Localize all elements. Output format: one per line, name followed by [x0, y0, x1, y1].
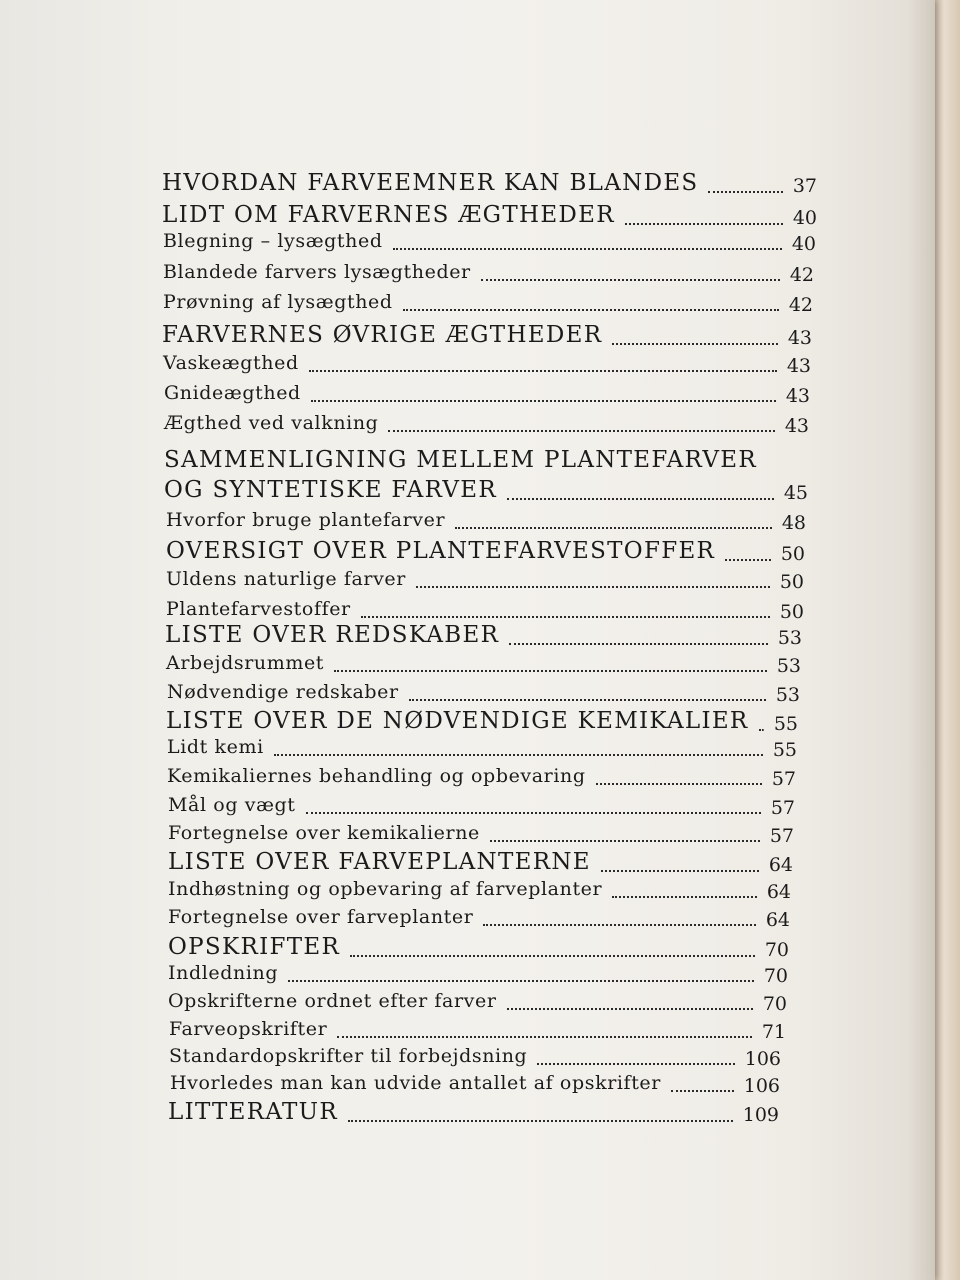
book-page-edge	[934, 0, 960, 1280]
toc-dot-leader	[334, 666, 767, 672]
toc-dot-leader	[537, 1059, 734, 1065]
toc-dot-leader	[393, 244, 782, 250]
toc-page-number: 50	[779, 601, 804, 623]
toc-page-number: 48	[781, 512, 806, 534]
toc-dot-leader	[416, 582, 770, 588]
toc-dot-leader	[507, 1004, 753, 1010]
toc-dot-leader	[361, 612, 770, 618]
toc-page-number: 37	[792, 175, 817, 197]
toc-title: Kemikaliernes behandling og opbevaring	[167, 765, 586, 787]
toc-page-number: 70	[763, 965, 788, 987]
toc-title: LIDT OM FARVERNES ÆGTHEDER	[162, 202, 615, 228]
toc-entry	[163, 232, 383, 251]
toc-title: Opskrifterne ordnet efter farver	[168, 990, 497, 1012]
toc-title: Blegning – lysægthed	[163, 230, 383, 252]
toc-entry	[166, 654, 324, 673]
toc-dot-leader	[596, 779, 762, 785]
toc-title: Indhøstning og opbevaring af farveplanter	[168, 878, 603, 900]
toc-dot-leader	[612, 339, 777, 345]
toc-entry	[169, 1047, 527, 1066]
toc-heading	[164, 449, 757, 472]
toc-heading	[162, 172, 698, 195]
toc-title: LITTERATUR	[168, 1099, 338, 1125]
toc-title: OG SYNTETISKE FARVER	[164, 477, 497, 503]
toc-dot-leader	[288, 976, 754, 982]
toc-entry	[169, 1020, 327, 1039]
toc-dot-leader	[625, 219, 783, 225]
toc-title: Arbejdsrummet	[166, 652, 325, 674]
toc-dot-leader	[481, 275, 780, 281]
toc-entry	[167, 767, 586, 786]
toc-entry	[170, 1074, 661, 1093]
toc-page-number: 55	[772, 739, 797, 761]
toc-page-number: 57	[770, 797, 795, 819]
toc-entry	[166, 511, 445, 530]
toc-page-number: 64	[766, 881, 791, 903]
toc-title: Ægthed ved valkning	[164, 412, 379, 434]
toc-title: Plantefarvestoffer	[166, 598, 351, 620]
toc-dot-leader	[350, 951, 755, 957]
toc-title: Standardopskrifter til forbejdsning	[169, 1045, 528, 1067]
toc-title: Nødvendige redskaber	[167, 681, 399, 703]
toc-page-number: 43	[785, 385, 810, 407]
toc-page-number: 40	[791, 233, 816, 255]
toc-heading	[164, 479, 497, 502]
toc-heading	[166, 540, 715, 563]
toc-page-number: 50	[779, 571, 804, 593]
toc-page-number: 50	[780, 543, 805, 565]
toc-page-number: 53	[776, 655, 801, 677]
toc-page-number: 43	[787, 327, 812, 349]
toc-dot-leader	[455, 523, 772, 529]
toc-dot-leader	[708, 187, 782, 193]
toc-entry	[163, 293, 393, 312]
toc-title: HVORDAN FARVEEMNER KAN BLANDES	[162, 170, 699, 196]
toc-dot-leader	[306, 808, 761, 814]
toc-heading	[168, 936, 340, 959]
toc-dot-leader	[337, 1032, 752, 1038]
toc-title: Prøvning af lysægthed	[163, 291, 393, 313]
toc-page-number: 55	[773, 713, 798, 735]
toc-title: Uldens naturlige farver	[166, 568, 406, 590]
toc-page-number: 70	[762, 993, 787, 1015]
toc-title: Hvorfor bruge plantefarver	[166, 509, 446, 531]
toc-page-number: 106	[744, 1048, 781, 1070]
toc-dot-leader	[509, 639, 768, 645]
toc-page-number: 40	[792, 207, 817, 229]
toc-page-number: 43	[786, 355, 811, 377]
toc-title: OVERSIGT OVER PLANTEFARVESTOFFER	[166, 538, 716, 564]
toc-heading	[162, 324, 602, 347]
toc-title: LISTE OVER REDSKABER	[165, 622, 500, 648]
toc-entry	[164, 414, 378, 433]
toc-title: Fortegnelse over farveplanter	[168, 906, 474, 928]
toc-dot-leader	[388, 426, 774, 432]
toc-heading	[165, 624, 499, 647]
toc-title: Fortegnelse over kemikalierne	[168, 822, 480, 844]
toc-dot-leader	[671, 1086, 734, 1092]
toc-heading	[168, 851, 591, 874]
toc-page-number: 70	[764, 939, 789, 961]
toc-dot-leader	[759, 725, 764, 731]
toc-title: SAMMENLIGNING MELLEM PLANTEFARVER	[164, 447, 757, 473]
toc-page-number: 109	[742, 1104, 779, 1126]
toc-dot-leader	[483, 920, 755, 926]
toc-page-number: 71	[761, 1021, 786, 1043]
toc-entry	[164, 384, 301, 403]
toc-title: Indledning	[168, 962, 279, 984]
toc-page-number: 45	[783, 482, 808, 504]
toc-heading	[168, 1101, 338, 1124]
toc-entry	[168, 824, 480, 843]
toc-heading	[166, 710, 749, 733]
toc-page-number: 53	[777, 627, 802, 649]
toc-entry	[168, 992, 497, 1011]
toc-page-number: 43	[784, 415, 809, 437]
toc-entry	[163, 263, 471, 282]
toc-dot-leader	[274, 750, 763, 756]
toc-page-number: 106	[743, 1075, 780, 1097]
toc-dot-leader	[348, 1116, 733, 1122]
toc-entry	[167, 738, 264, 757]
toc-title: LISTE OVER DE NØDVENDIGE KEMIKALIER	[166, 708, 749, 734]
toc-title: Vaskeægthed	[163, 352, 299, 374]
toc-title: LISTE OVER FARVEPLANTERNE	[168, 849, 591, 875]
toc-dot-leader	[601, 866, 759, 872]
toc-page-number: 53	[775, 684, 800, 706]
toc-title: Lidt kemi	[167, 736, 264, 758]
toc-dot-leader	[409, 695, 766, 701]
toc-page-number: 42	[788, 294, 813, 316]
toc-heading	[162, 204, 615, 227]
toc-page-number: 57	[771, 768, 796, 790]
toc-entry	[168, 908, 473, 927]
toc-entry	[163, 354, 299, 373]
toc-title: OPSKRIFTER	[168, 934, 341, 960]
toc-page-number: 42	[789, 264, 814, 286]
toc-dot-leader	[490, 836, 760, 842]
toc-entry	[166, 570, 406, 589]
toc-page-number: 57	[769, 825, 794, 847]
toc-entry	[167, 683, 399, 702]
toc-title: FARVERNES ØVRIGE ÆGTHEDER	[162, 322, 603, 348]
toc-entry	[166, 600, 351, 619]
toc-dot-leader	[403, 305, 779, 311]
toc-entry	[168, 964, 278, 983]
toc-dot-leader	[507, 494, 774, 500]
toc-page-number: 64	[765, 909, 790, 931]
toc-title: Mål og vægt	[168, 794, 296, 816]
toc-title: Blandede farvers lysægtheder	[163, 261, 471, 283]
toc-dot-leader	[725, 555, 771, 561]
toc-entry	[168, 796, 296, 815]
toc-title: Farveopskrifter	[169, 1018, 328, 1040]
toc-title: Gnideægthed	[164, 382, 301, 404]
toc-entry	[168, 880, 602, 899]
toc-dot-leader	[311, 396, 776, 402]
toc-dot-leader	[612, 892, 757, 898]
toc-dot-leader	[309, 366, 777, 372]
toc-page-number: 64	[768, 854, 793, 876]
toc-title: Hvorledes man kan udvide antallet af opskrifter	[170, 1072, 661, 1094]
